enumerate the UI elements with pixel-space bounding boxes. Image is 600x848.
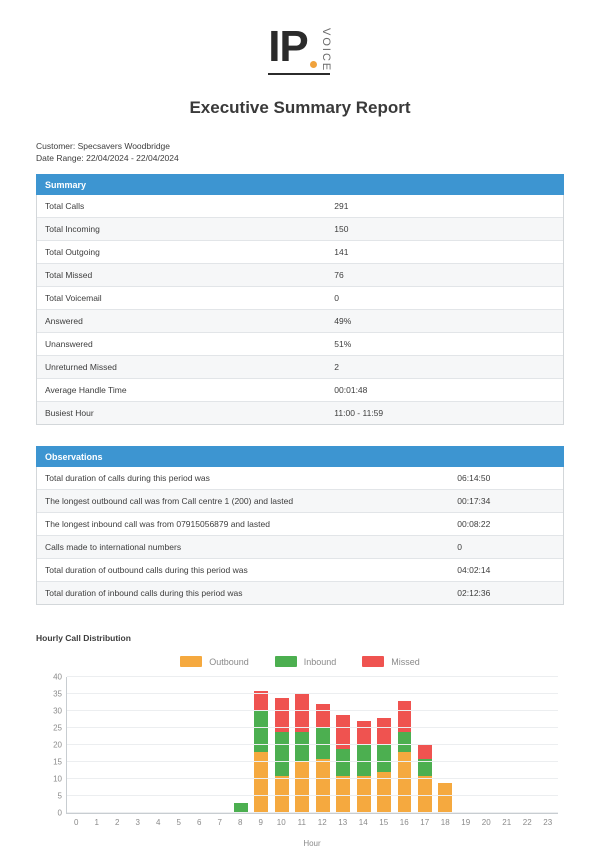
observation-row-label: Total duration of inbound calls during this period was	[37, 582, 447, 605]
table-row	[37, 402, 563, 425]
summary-row-value: 51%	[326, 333, 563, 356]
chart-x-axis-labels	[66, 818, 558, 827]
observations-section	[36, 467, 564, 605]
chart-y-tick-label: 40	[53, 672, 62, 682]
date-range-line: Date Range: 22/04/2024 - 22/04/2024	[36, 153, 179, 164]
summary-row-label: Busiest Hour	[37, 402, 326, 425]
chart-x-tick-label: 1	[94, 818, 99, 828]
chart-y-tick-label: 30	[53, 706, 62, 716]
chart-x-tick-label: 8	[238, 818, 243, 828]
chart-bar-stack	[418, 745, 432, 813]
summary-row-label: Total Incoming	[37, 218, 326, 241]
observation-row-value: 06:14:50	[447, 467, 563, 490]
chart-x-tick-label: 15	[379, 818, 389, 828]
summary-row-label: Total Voicemail	[37, 287, 326, 310]
chart-bar-segment-inbound	[398, 732, 412, 752]
chart-bar-segment-outbound	[438, 783, 452, 814]
chart-bar-slot	[374, 677, 394, 813]
chart-x-tick-label: 4	[156, 818, 161, 828]
legend-item	[362, 656, 420, 667]
summary-row-value: 11:00 - 11:59	[326, 402, 563, 425]
table-row	[37, 195, 563, 218]
chart-bar-slot	[108, 677, 128, 813]
chart-bar-segment-inbound	[254, 711, 268, 752]
observation-row-label: Total duration of outbound calls during this period was	[37, 559, 447, 582]
table-row	[37, 536, 563, 559]
chart-bar-segment-outbound	[316, 759, 330, 813]
summary-row-value: 141	[326, 241, 563, 264]
chart-x-tick-label: 0	[74, 818, 79, 828]
chart-gridline	[53, 689, 558, 699]
observation-row-value: 00:08:22	[447, 513, 563, 536]
chart-x-tick-label: 22	[522, 818, 532, 828]
chart-legend	[36, 656, 564, 667]
chart-bar-slot	[435, 677, 455, 813]
table-row	[37, 333, 563, 356]
table-row	[37, 264, 563, 287]
chart-bar-slot	[312, 677, 332, 813]
observation-row-value: 04:02:14	[447, 559, 563, 582]
table-row	[37, 356, 563, 379]
observation-row-label: Calls made to international numbers	[37, 536, 447, 559]
chart-gridline	[53, 774, 558, 784]
observation-row-value: 00:17:34	[447, 490, 563, 513]
summary-row-label: Unanswered	[37, 333, 326, 356]
chart-x-tick-label: 6	[197, 818, 202, 828]
chart-y-tick-label: 5	[57, 791, 62, 801]
table-row	[37, 582, 563, 605]
legend-label: Missed	[391, 656, 420, 667]
observations-table	[37, 467, 563, 604]
chart-bar-slot	[353, 677, 373, 813]
chart-gridline	[57, 791, 558, 801]
chart-gridline	[53, 706, 558, 716]
chart-bar-slot	[210, 677, 230, 813]
report-meta	[36, 140, 564, 164]
table-row	[37, 310, 563, 333]
chart-bar-stack	[398, 701, 412, 813]
chart-x-tick-label: 2	[115, 818, 120, 828]
chart-bar-slot	[128, 677, 148, 813]
chart-y-tick-label: 25	[53, 723, 62, 733]
summary-row-value: 150	[326, 218, 563, 241]
chart-x-tick-label: 20	[481, 818, 491, 828]
chart-title: Hourly Call Distribution	[36, 633, 131, 644]
observations-section-header: Observations	[36, 446, 564, 467]
chart-x-tick-label: 13	[338, 818, 348, 828]
table-row	[37, 218, 563, 241]
logo-underline	[268, 73, 330, 75]
chart-gridline	[53, 723, 558, 733]
legend-item	[180, 656, 249, 667]
summary-row-value: 2	[326, 356, 563, 379]
chart-bar-slot	[169, 677, 189, 813]
chart-bar-segment-inbound	[377, 745, 391, 772]
chart-x-tick-label: 11	[297, 818, 306, 828]
chart-bar-segment-missed	[418, 745, 432, 759]
chart-bar-segment-inbound	[336, 749, 350, 776]
chart-y-tick-label: 0	[57, 808, 62, 818]
chart-gridline	[53, 672, 558, 682]
logo-dot-icon	[310, 61, 317, 68]
chart-bar-slot	[251, 677, 271, 813]
page-title: Executive Summary Report	[189, 98, 411, 118]
chart-y-tick-label: 15	[53, 757, 62, 767]
summary-section	[36, 195, 564, 425]
chart-bar-stack	[336, 715, 350, 814]
chart-x-tick-label: 21	[502, 818, 512, 828]
chart-x-tick-label: 16	[399, 818, 409, 828]
table-row	[37, 241, 563, 264]
summary-section-header: Summary	[36, 174, 564, 195]
table-row	[37, 287, 563, 310]
chart-gridline	[57, 808, 558, 818]
legend-swatch-icon	[180, 656, 202, 667]
chart-bar-slot	[272, 677, 292, 813]
chart-gridline	[53, 740, 558, 750]
chart-bar-stack	[316, 704, 330, 813]
chart-y-tick-label: 20	[53, 740, 62, 750]
summary-row-value: 76	[326, 264, 563, 287]
observation-row-label: Total duration of calls during this period was	[37, 467, 447, 490]
chart-bar-slot	[394, 677, 414, 813]
chart-area	[36, 672, 564, 848]
summary-row-label: Total Outgoing	[37, 241, 326, 264]
summary-row-value: 0	[326, 287, 563, 310]
chart-bar-stack	[438, 783, 452, 814]
legend-label: Outbound	[209, 656, 249, 667]
chart-x-tick-label: 7	[217, 818, 222, 828]
observation-row-value: 02:12:36	[447, 582, 563, 605]
summary-row-label: Total Missed	[37, 264, 326, 287]
customer-line: Customer: Specsavers Woodbridge	[36, 141, 171, 152]
logo-text-ip: IP	[268, 22, 308, 71]
chart-bar-stack	[357, 721, 371, 813]
chart-bar-slot	[87, 677, 107, 813]
summary-row-value: 00:01:48	[326, 379, 563, 402]
table-row	[37, 513, 563, 536]
chart-bar-slot	[67, 677, 87, 813]
table-row	[37, 379, 563, 402]
chart-bars	[67, 677, 558, 813]
chart-bar-slot	[149, 677, 169, 813]
chart-bar-segment-missed	[357, 721, 371, 745]
chart-bar-slot	[231, 677, 251, 813]
summary-row-value: 49%	[326, 310, 563, 333]
chart-x-tick-label: 5	[176, 818, 181, 828]
table-row	[37, 467, 563, 490]
chart-x-tick-label: 17	[420, 818, 430, 828]
chart-x-tick-label: 12	[317, 818, 327, 828]
table-row	[37, 559, 563, 582]
observation-row-label: The longest inbound call was from 07915056879 and lasted	[37, 513, 447, 536]
summary-table	[37, 195, 563, 424]
logo-text-voice: VOICE	[319, 28, 332, 73]
chart-x-tick-label: 14	[358, 818, 368, 828]
legend-swatch-icon	[275, 656, 297, 667]
chart-x-tick-label: 10	[276, 818, 286, 828]
chart-y-tick-label: 10	[53, 774, 62, 784]
summary-row-label: Answered	[37, 310, 326, 333]
chart-bar-segment-outbound	[295, 762, 309, 813]
chart-bar-slot	[497, 677, 517, 813]
legend-item	[275, 656, 337, 667]
chart-bar-stack	[377, 718, 391, 813]
chart-bar-slot	[537, 677, 557, 813]
chart-x-tick-label: 18	[440, 818, 450, 828]
summary-row-label: Unreturned Missed	[37, 356, 326, 379]
chart-bar-slot	[476, 677, 496, 813]
ipvoice-logo	[268, 22, 332, 73]
chart-bar-slot	[190, 677, 210, 813]
chart-bar-slot	[517, 677, 537, 813]
chart-x-tick-label: 23	[543, 818, 553, 828]
observation-row-label: The longest outbound call was from Call centre 1 (200) and lasted	[37, 490, 447, 513]
logo-area	[36, 0, 564, 72]
chart-bar-segment-inbound	[275, 732, 289, 776]
chart-y-tick-label: 35	[53, 689, 62, 699]
chart-bar-slot	[333, 677, 353, 813]
chart-x-tick-label: 9	[258, 818, 263, 828]
summary-row-label: Total Calls	[37, 195, 326, 218]
chart-bar-slot	[292, 677, 312, 813]
chart-plot	[53, 672, 558, 818]
legend-swatch-icon	[362, 656, 384, 667]
chart-x-axis-title: Hour	[303, 839, 321, 848]
table-row	[37, 490, 563, 513]
summary-row-label: Average Handle Time	[37, 379, 326, 402]
chart-x-tick-label: 3	[135, 818, 140, 828]
chart-bar-segment-inbound	[295, 732, 309, 763]
chart-bar-segment-missed	[295, 694, 309, 731]
chart-bar-segment-missed	[316, 704, 330, 728]
legend-label: Inbound	[303, 656, 337, 667]
chart-bar-slot	[456, 677, 476, 813]
summary-row-value: 291	[326, 195, 563, 218]
observation-row-value: 0	[447, 536, 563, 559]
chart-bar-segment-missed	[377, 718, 391, 745]
chart-x-tick-label: 19	[461, 818, 471, 828]
chart-gridline	[53, 757, 558, 767]
chart-bar-slot	[415, 677, 435, 813]
